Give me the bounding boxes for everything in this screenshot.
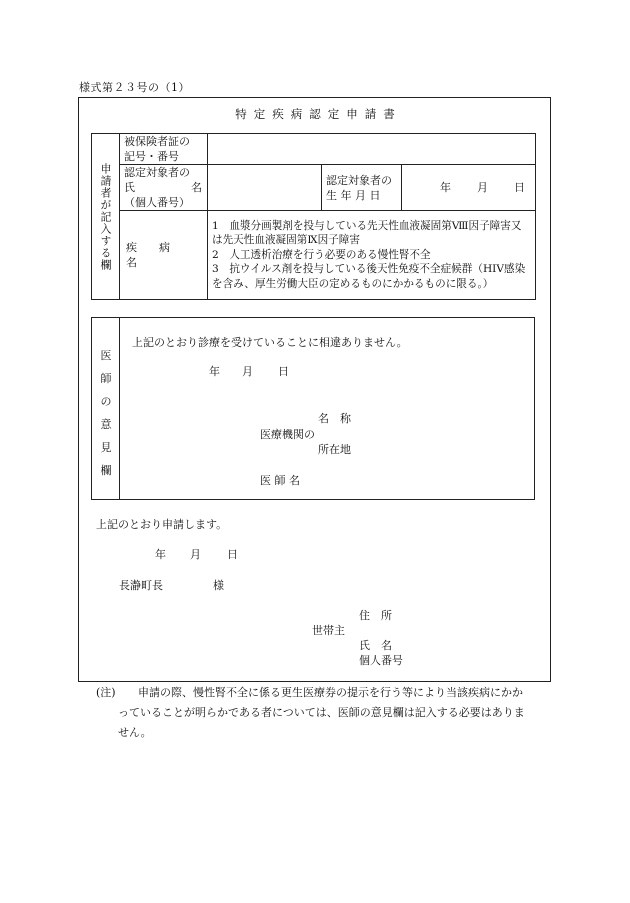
footnote-line-1: 申請の際、慢性腎不全に係る更生医療券の提示を行う等により当該疾病にかか bbox=[138, 686, 523, 699]
footnote-line-3: せん。 bbox=[118, 726, 152, 739]
application-date-day: 日 bbox=[227, 548, 238, 561]
form-title: 特定疾病認定申請書 bbox=[235, 107, 402, 121]
doctor-date-day: 日 bbox=[278, 365, 289, 378]
doctor-name-label: 医 師 名 bbox=[260, 474, 300, 487]
applicant-name-label: 氏 名 bbox=[359, 639, 392, 652]
application-date-month: 月 bbox=[190, 548, 201, 561]
disease-item-3: 3 抗ウイルス剤を投与している後天性免疫不全症候群（HIV感染を含み、厚生労働大臣の定めるものにかかるものに限る。） bbox=[212, 263, 526, 290]
footnote-line-2: っていることが明らかである者については、医師の意見欄は記入する必要はありま bbox=[118, 706, 525, 719]
doctor-side-label: 医 師 の 意 見 欄 bbox=[92, 318, 120, 499]
addressee: 長瀞町長 bbox=[119, 579, 163, 592]
applicant-table bbox=[91, 133, 536, 300]
birthdate-label: 認定対象者の 生 年 月 日 bbox=[322, 165, 402, 211]
doctor-date-month: 月 bbox=[242, 365, 253, 378]
honorific: 様 bbox=[213, 579, 224, 592]
disease-item-2: 2 人工透析治療を行う必要のある慢性腎不全 bbox=[212, 248, 431, 261]
disease-list bbox=[208, 211, 536, 300]
birth-year-unit: 年 bbox=[440, 181, 451, 194]
doctor-statement: 上記のとおり診療を受けていることに相違ありません。 bbox=[132, 336, 408, 349]
applicant-side-label: 申請者が記入する欄 bbox=[92, 134, 120, 300]
applicant-id-label: 個人番号 bbox=[359, 654, 403, 667]
person-name-field[interactable] bbox=[208, 165, 322, 211]
birthdate-field[interactable] bbox=[402, 165, 536, 211]
doctor-date-year: 年 bbox=[209, 365, 220, 378]
application-statement: 上記のとおり申請します。 bbox=[96, 518, 228, 531]
footnote bbox=[96, 683, 536, 743]
person-name-label: 認定対象者の 氏 名 （個人番号） bbox=[120, 165, 208, 211]
insurance-number-label: 被保険者証の 記号・番号 bbox=[120, 134, 208, 165]
application-date-year: 年 bbox=[155, 548, 166, 561]
householder-label: 世帯主 bbox=[312, 624, 345, 637]
institution-address-label: 所在地 bbox=[318, 443, 351, 456]
birth-month-unit: 月 bbox=[477, 181, 488, 194]
institution-label: 医療機関の bbox=[260, 428, 315, 441]
insurance-number-field[interactable] bbox=[208, 134, 536, 165]
footnote-body bbox=[118, 683, 536, 743]
doctor-opinion-box bbox=[91, 317, 535, 500]
disease-label: 疾 病 名 bbox=[120, 211, 208, 300]
birth-day-unit: 日 bbox=[514, 181, 525, 194]
footnote-label: (注) bbox=[96, 686, 116, 699]
applicant-address-label: 住 所 bbox=[359, 609, 392, 622]
disease-item-1: 1 血漿分画製剤を投与している先天性血液凝固第Ⅷ因子障害又は先天性血液凝固第Ⅸ因子障害 bbox=[212, 219, 522, 247]
institution-name-label: 名 称 bbox=[318, 412, 351, 425]
form-id: 様式第２３号の（1） bbox=[79, 81, 190, 94]
